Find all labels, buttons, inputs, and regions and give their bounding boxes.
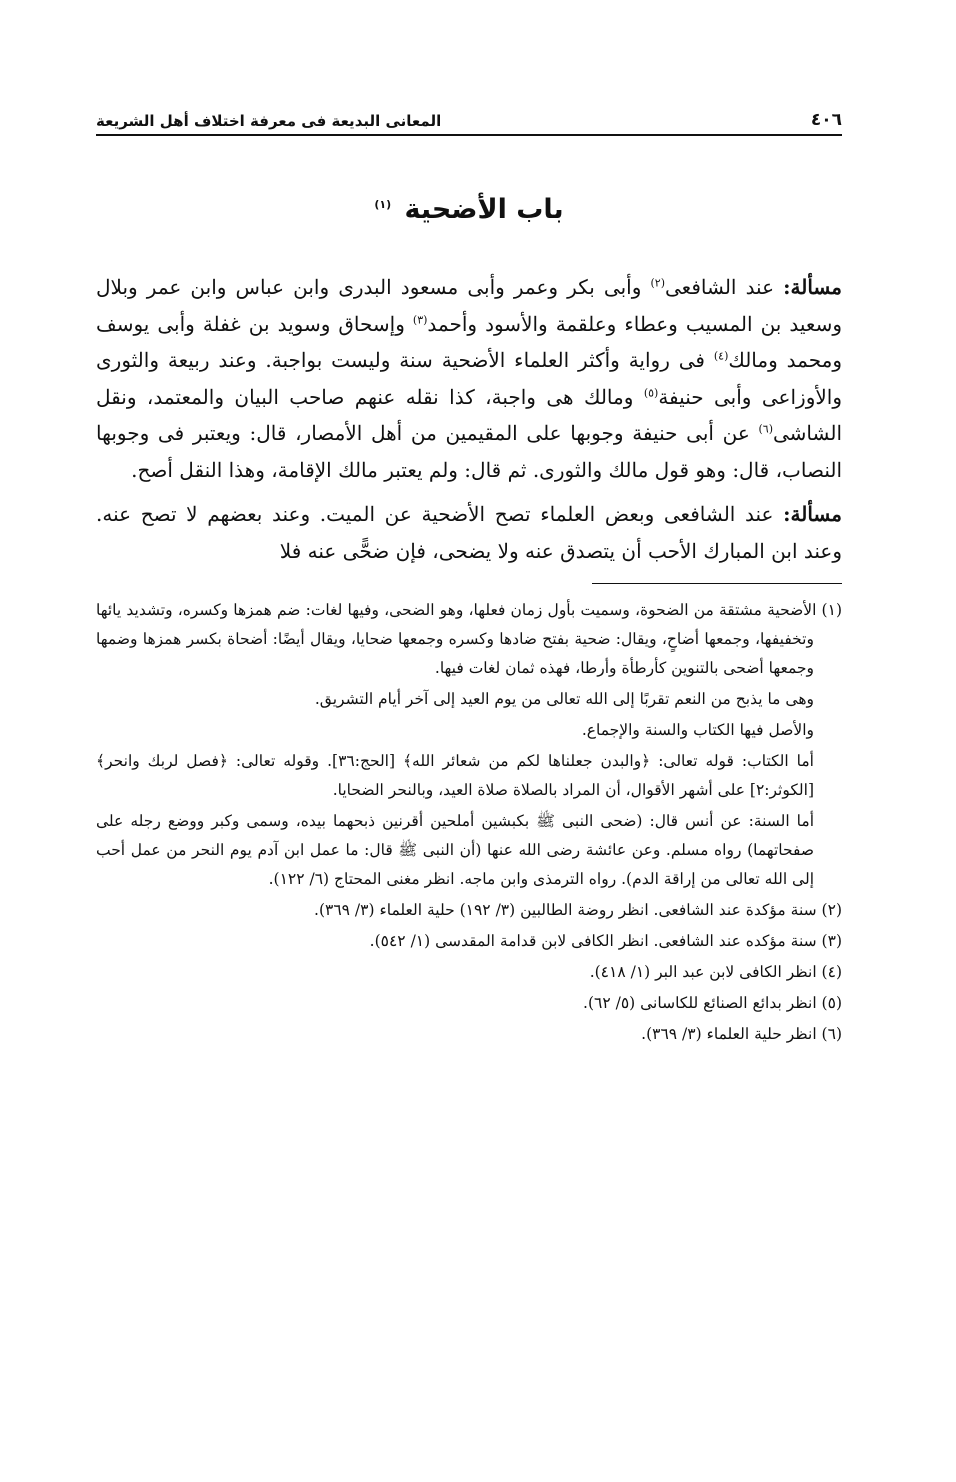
issue-paragraph-1 xyxy=(96,269,842,488)
footnote-ref: (٤) xyxy=(713,349,729,363)
paragraph-text: عند الشافعى وبعض العلماء تصح الأضحية عن الميت. وعند بعضهم لا تصح عنه. وعند ابن المبارك الأحب أن يتصدق عنه ولا يضحى، فإن ضحًّى عنه فلا xyxy=(96,502,842,563)
footnote-4: (٤) انظر الكافى لابن عبد البر (١/ ٤١٨). xyxy=(589,963,842,981)
chapter-title xyxy=(96,194,842,225)
footnotes xyxy=(96,596,842,1049)
footnote-ref: (٥) xyxy=(643,385,659,399)
book-page xyxy=(96,110,842,1051)
footnote-separator xyxy=(592,583,842,584)
footnote-6: (٦) انظر حلية العلماء (٣/ ٣٦٩). xyxy=(641,1025,842,1043)
chapter-footnote-ref: (١) xyxy=(374,198,392,211)
chapter-title-text: باب الأضحية xyxy=(404,194,564,225)
footnote-1-quran: أما الكتاب: قوله تعالى: ﴿والبدن جعلناها لكم من شعائر الله﴾ [الحج:٣٦]. وقوله تعالى: ﴿فصل لربك وانحر﴾ [الكوثر:٢] على أشهر الأقوال، أن المراد بالصلاة صلاة العيد، وبالنحر الضحايا. xyxy=(96,752,814,799)
issue-label: مسألة: xyxy=(783,502,842,526)
paragraph-text: وإسحاق وسويد بن غفلة وأبى يوسف ومحمد ومالك xyxy=(96,311,842,372)
issue-paragraph-2 xyxy=(96,496,842,569)
main-text xyxy=(96,269,842,569)
footnote-2: (٢) سنة مؤكدة عند الشافعى. انظر روضة الطالبين (٣/ ١٩٢) حلية العلماء (٣/ ٣٦٩). xyxy=(314,901,842,919)
footnote-ref: (٦) xyxy=(758,422,773,436)
footnote-ref: (٣) xyxy=(412,312,428,326)
footnote-1-sunnah: أما السنة: عن أنس قال: (ضحى النبى ﷺ بكبشين أملحين أقرنين ذبحهما بيده، وسمى وكبر ووضع رجله على صفحاتهما) رواه مسلم. وعن عائشة رضى الله عنها (أن النبى ﷺ قال: ما عمل ابن آدم يوم النحر من عمل أحب إلى الله تعالى من إراقة الدم). رواه الترمذى وابن ماجه. انظر مغنى المحتاج (٦/ ١٢٢). xyxy=(96,812,814,888)
paragraph-text: فى رواية وأكثر العلماء الأضحية سنة وليست بواجبة. وعند ربيعة والثورى والأوزاعى وأبى حنيفة xyxy=(96,348,842,409)
paragraph-text: عند الشافعى xyxy=(665,275,784,299)
footnote-1-definition: وهى ما يذبح من النعم تقربًا إلى الله تعالى من يوم العيد إلى آخر أيام التشريق. xyxy=(314,690,814,708)
page-number: ٤٠٦ xyxy=(810,110,842,130)
paragraph-text: عن أبى حنيفة وجوبها على المقيمين من أهل الأمصار، قال: ويعتبر فى وجوبها النصاب، قال: وهو قول مالك والثورى. ثم قال: ولم يعتبر مالك الإقامة، وهذا النقل أصح. xyxy=(96,421,842,482)
paragraph-text: وأبى بكر وعمر وأبى مسعود البدرى وابن عباس وابن عمر وبلال وسعيد بن المسيب وعطاء وعلقمة والأسود وأحمد xyxy=(96,275,842,336)
footnote-1-sources: والأصل فيها الكتاب والسنة والإجماع. xyxy=(581,721,814,739)
book-title: المعانى البديعة فى معرفة اختلاف أهل الشريعة xyxy=(96,112,442,130)
footnote-ref: (٢) xyxy=(650,276,665,290)
running-header xyxy=(96,110,842,136)
issue-label: مسألة: xyxy=(783,275,842,299)
footnote-5: (٥) انظر بدائع الصنائع للكاسانى (٥/ ٦٢). xyxy=(583,994,842,1012)
footnote-3: (٣) سنة مؤكده عند الشافعى. انظر الكافى لابن قدامة المقدسى (١/ ٥٤٢). xyxy=(369,932,842,950)
paragraph-text: ومالك هى واجبة، كذا نقله عنهم صاحب البيان والمعتمد، ونقل الشاشى xyxy=(96,384,842,445)
footnote-1: (١) الأضحية مشتقة من الضحوة، وسميت بأول زمان فعلها، وهو الضحى، وفيها لغات: ضم همزها وكسره، وتشديد يائها وتخفيفها، وجمعها أضاحٍ، ويقال: ضحية بفتح ضادها وكسره وجمعها ضحايا، ويقال أيضًا: أضحاة بكسر همزها وضمها وجمعها أضحى بالتنوين كأرطأة وأرطا، فهذه ثمان لغات فيها. xyxy=(96,601,842,677)
